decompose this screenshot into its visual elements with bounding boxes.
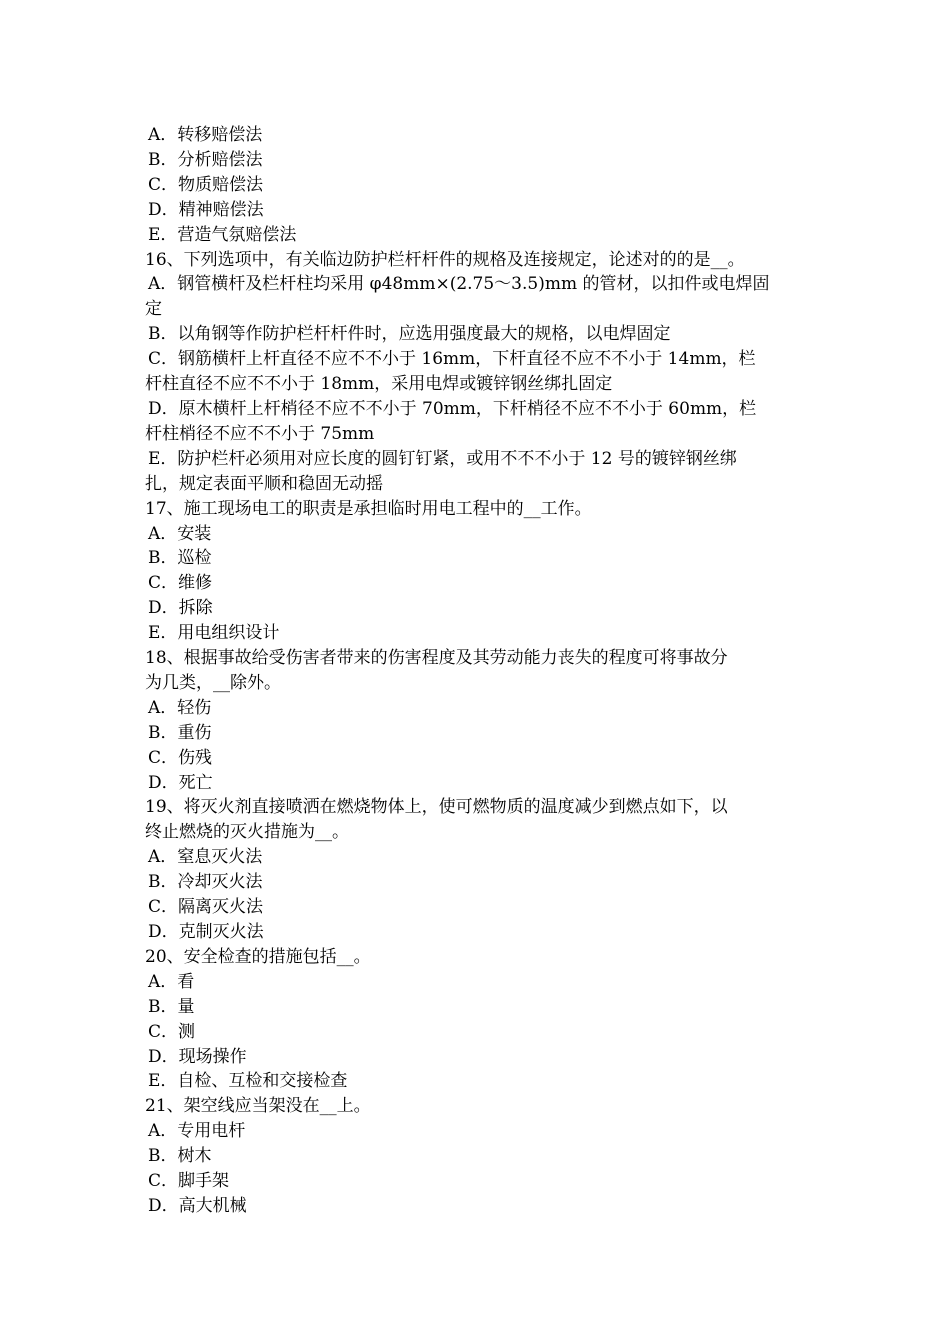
option-line: A．轻伤	[148, 697, 212, 718]
option-line: E．防护栏杆必须用对应长度的圆钉钉紧，或用不不不小于 12 号的镀锌钢丝绑	[148, 448, 737, 469]
continuation-line: 为几类，__除外。	[145, 672, 281, 693]
option-line: A．窒息灭火法	[148, 847, 263, 868]
option-line: A．安装	[148, 523, 212, 544]
option-line: B．以角钢等作防护栏杆杆件时，应选用强度最大的规格，以电焊固定	[148, 324, 671, 345]
continuation-line: 终止燃烧的灭火措施为__。	[145, 822, 349, 843]
option-line: D．克制灭火法	[148, 922, 264, 942]
option-line: A．转移赔偿法	[148, 125, 263, 145]
option-line: C．伤残	[148, 747, 213, 768]
question-line: 16、下列选项中，有关临边防护栏杆杆件的规格及连接规定，论述对的的是__。	[145, 249, 745, 270]
continuation-line: 扎，规定表面平顺和稳固无动摇	[145, 473, 383, 494]
option-line: B．重伤	[148, 722, 212, 743]
question-line: 20、安全检查的措施包括__。	[145, 946, 371, 967]
continuation-line: 杆柱直径不应不不小于 18mm，采用电焊或镀锌钢丝绑扎固定	[145, 374, 613, 395]
option-line: C．测	[148, 1021, 196, 1042]
option-line: D．精神赔偿法	[148, 199, 264, 220]
option-line: A．看	[148, 971, 195, 992]
option-line: B．树木	[148, 1146, 212, 1167]
option-line: A．专用电杆	[148, 1121, 246, 1142]
option-line: D．高大机械	[148, 1195, 247, 1216]
continuation-line: 杆柱梢径不应不不小于 75mm	[145, 423, 375, 444]
option-line: B．巡检	[148, 548, 212, 569]
option-line: A．钢管横杆及栏杆柱均采用 φ48mm×(2.75～3.5)mm 的管材，以扣件或电焊固	[148, 274, 770, 295]
option-line: C．脚手架	[148, 1171, 230, 1192]
option-line: D．死亡	[148, 772, 213, 793]
option-line: B．冷却灭火法	[148, 872, 263, 893]
option-line: C．隔离灭火法	[148, 897, 264, 918]
option-line: D．现场操作	[148, 1046, 247, 1067]
option-line: C．钢筋横杆上杆直径不应不不小于 16mm，下杆直径不应不不小于 14mm，栏	[148, 349, 756, 370]
option-line: D．原木横杆上杆梢径不应不不小于 70mm，下杆梢径不应不不小于 60mm，栏	[148, 398, 757, 419]
option-line: E．用电组织设计	[148, 623, 280, 644]
document-body	[145, 123, 810, 1219]
option-line: C．维修	[148, 573, 213, 594]
question-line: 21、架空线应当架没在__上。	[145, 1096, 371, 1117]
option-line: D．拆除	[148, 598, 213, 619]
option-line: B．分析赔偿法	[148, 149, 263, 170]
option-line: E．营造气氛赔偿法	[148, 224, 297, 245]
option-line: C．物质赔偿法	[148, 174, 264, 195]
question-line: 18、根据事故给受伤害者带来的伤害程度及其劳动能力丧失的程度可将事故分	[145, 648, 728, 669]
question-line: 17、施工现场电工的职责是承担临时用电工程中的__工作。	[145, 498, 592, 519]
question-line: 19、将灭火剂直接喷洒在燃烧物体上，使可燃物质的温度减少到燃点如下，以	[145, 797, 728, 818]
option-line: B．量	[148, 996, 195, 1017]
continuation-line: 定	[145, 299, 162, 320]
option-line: E．自检、互检和交接检查	[148, 1071, 348, 1092]
